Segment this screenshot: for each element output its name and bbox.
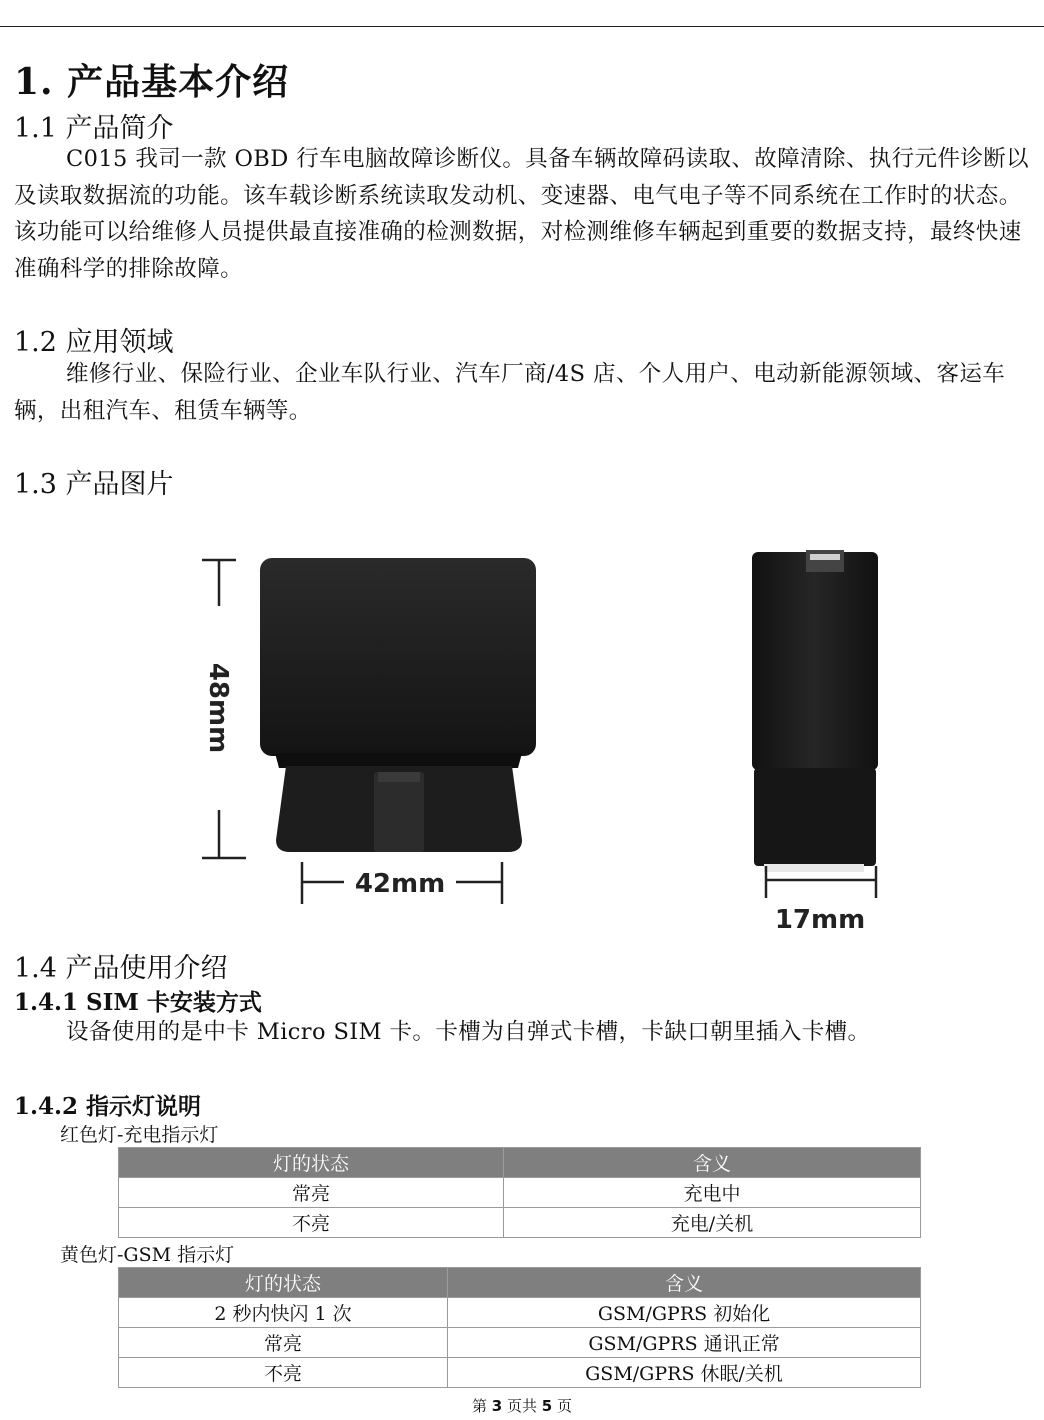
table-row [119, 1298, 921, 1328]
section-1-4-2-title: 1.4.2 指示灯说明 [14, 1093, 202, 1120]
device-side-view [752, 550, 878, 872]
sim-paragraph: 设备使用的是中卡 Micro SIM 卡。卡槽为自弹式卡槽，卡缺口朝里插入卡槽。 [66, 1019, 871, 1045]
section-1-4-title: 1.4 产品使用介绍 [14, 953, 228, 984]
column-header-meaning: 含义 [448, 1268, 921, 1298]
section-1-2-title: 1.2 应用领域 [14, 327, 174, 358]
section-1-3-title: 1.3 产品图片 [14, 469, 174, 500]
red-light-caption: 红色灯-充电指示灯 [60, 1124, 219, 1146]
meaning-cell: 充电中 [504, 1178, 921, 1208]
column-header-state: 灯的状态 [119, 1268, 448, 1298]
yellow-light-table [118, 1267, 921, 1388]
state-cell: 常亮 [119, 1178, 504, 1208]
section-1-4-1-title: 1.4.1 SIM 卡安装方式 [14, 989, 262, 1016]
device-front-view [260, 558, 536, 852]
yellow-light-caption: 黄色灯-GSM 指示灯 [60, 1244, 235, 1266]
table-row [119, 1358, 921, 1388]
depth-label: 17mm [774, 905, 866, 935]
meaning-cell: GSM/GPRS 通讯正常 [448, 1328, 921, 1358]
width-label: 42mm [354, 869, 446, 899]
meaning-cell: 充电/关机 [504, 1208, 921, 1238]
section-1-1-title: 1.1 产品简介 [14, 113, 174, 144]
footer-middle: 页共 [506, 1397, 537, 1415]
table-row [119, 1208, 921, 1238]
state-cell: 不亮 [119, 1358, 448, 1388]
column-header-state: 灯的状态 [119, 1148, 504, 1178]
application-paragraph: 维修行业、保险行业、企业车队行业、汽车厂商/4S 店、个人用户、电动新能源领域、客运车辆，出租汽车、租赁车辆等。 [14, 361, 1006, 424]
column-header-meaning: 含义 [504, 1148, 921, 1178]
state-cell: 2 秒内快闪 1 次 [119, 1298, 448, 1328]
table-row [119, 1328, 921, 1358]
footer-total-pages: 5 [541, 1397, 553, 1415]
page-footer [0, 1395, 1044, 1416]
footer-prefix: 第 [471, 1397, 487, 1415]
red-light-table [118, 1147, 921, 1238]
footer-page-number: 3 [491, 1397, 503, 1415]
header-rule [0, 26, 1044, 27]
meaning-cell: GSM/GPRS 休眠/关机 [448, 1358, 921, 1388]
state-cell: 常亮 [119, 1328, 448, 1358]
product-figure [190, 540, 900, 940]
height-label: 48mm [203, 662, 233, 754]
table-row [119, 1178, 921, 1208]
section-1-title: 1. 产品基本介绍 [14, 61, 290, 103]
meaning-cell: GSM/GPRS 初始化 [448, 1298, 921, 1328]
state-cell: 不亮 [119, 1208, 504, 1238]
footer-suffix: 页 [557, 1397, 573, 1415]
intro-paragraph: C015 我司一款 OBD 行车电脑故障诊断仪。具备车辆故障码读取、故障清除、执行元件诊断以及读取数据流的功能。该车载诊断系统读取发动机、变速器、电气电子等不同系统在工作时的状态。该功能可以给维修人员提供最直接准确的检测数据，对检测维修车辆起到重要的数据支持，最终快速准确科学的排除故障。 [14, 146, 1030, 282]
